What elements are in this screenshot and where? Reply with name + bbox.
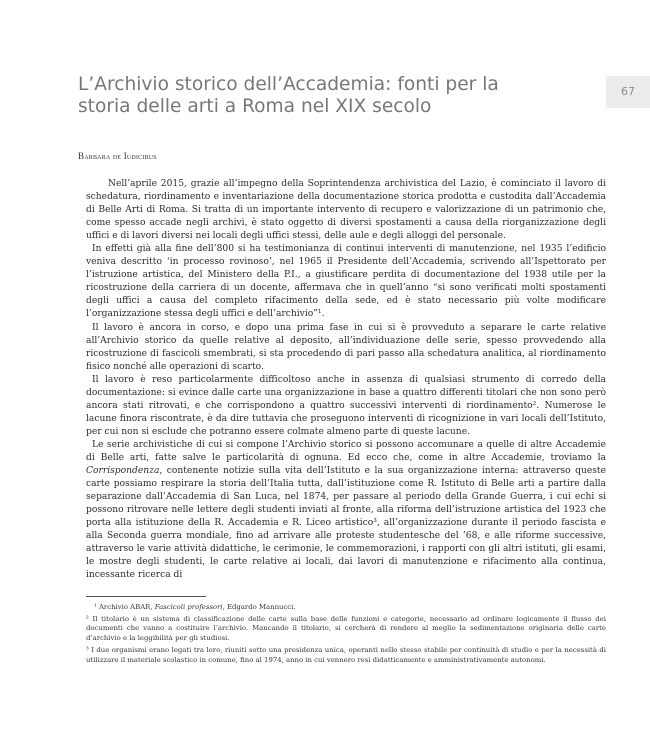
paragraph: Il lavoro è ancora in corso, e dopo una prima fase in cui si è provveduto a separare le carte relative all’Archivio storico da quelle relative al deposito, all’individuazione delle serie, spesso provvedendo alla ricostruzione di fascicoli smembrati, si sta procedendo di pari passo alla schedatura analitica, al riordinamento fisico nonché alle operazioni di scarto. [86,322,606,372]
paragraph [86,439,606,583]
footnote-italic: Fascicoli professori [154,603,223,611]
article-body [86,178,606,582]
article-title [78,74,548,118]
author-name: Barbara de Iudicibus [78,151,157,161]
footnote-2: ² Il titolario è un sistema di classificazione delle carte sulla base delle funzioni e categorie, necessario ad ordinare logicamente il flusso dei documenti che vanno a costituire l’archivio. Mancando il titolario, si cercherà di rendere al meglio la sedimentazione originaria delle carte d’archivio e la leggibilità per gli studiosi. [86,614,606,643]
page-number: 67 [621,85,635,98]
page-number-tab [606,76,650,108]
footnote-3: ³ I due organismi erano legati tra loro, riuniti sotto una presidenza unica, operanti nello stesso stabile per continuità di studio e per la necessità di utilizzare il materiale scolastico in comune, fino al 1974, anno in cui vennero resi didatticamente e amministrativamente autonomi. [86,645,606,664]
article-title-line-1: L’Archivio storico dell’Accademia: fonti per la [78,74,499,95]
article-title-line-2: storia delle arti a Roma nel XIX secolo [78,96,432,117]
paragraph: In effetti già alla fine dell’800 si ha testimonianza di continui interventi di manutenzione, nel 1935 l’edificio veniva descritto ‘in processo rovinoso’, nel 1965 il Presidente dell’Accademia, scrivendo all’Ispettorato per l’istruzione artistica, del Ministero della P.I., a giustificare perdita di documentazione del 1938 utile per la ricostruzione della carriera di un docente, affermava che in quell’anno “si sono verificati molti spostamenti degli uffici a causa del completo rifacimento della sede, ed è stato necessario più volte modificare l’organizzazione stessa degli uffici e dell’archivio”¹. [86,244,606,320]
paragraph-text: , contenente notizie sulla vita dell’Istituto e la sua organizzazione interna: attraverso queste carte possiamo respirare la storia dell’Italia tutta, dall’istituzione come R. Istituto di Belle arti a partire dalla separazione dall’Accademia di San Luca, nel 1874, per passare al periodo della Grande Guerra, i cui echi si possono ritrovare nelle lettere degli studenti inviati al fronte, alla riforma dell’istruzione artistica del 1923 che porta alla istituzione della R. Accademia e R. Liceo artistico³, all’organizzazione durante il periodo fascista e alla Seconda guerra mondiale, fino ad arrivare alle proteste studentesche del ’68, e alle riforme successive, attraverso le varie attività didattiche, le cerimonie, le commemorazioni, i rapporti con gli altri istituti, gli esami, le mostre degli studenti, le carte relative ai locali, dai lavori di manutenzione e rifacimento alla continua, incessante ricerca di [86,466,606,581]
footnotes [86,603,606,667]
paragraph: Nell’aprile 2015, grazie all’impegno della Soprintendenza archivistica del Lazio, è cominciato il lavoro di schedatura, riordinamento e inventariazione della documentazione storica prodotta e custodita dall’Accademia di Belle Arti di Roma. Si tratta di un importante intervento di recupero e valorizzazione di un patrimonio che, come spesso accade negli archivi, è stato oggetto di diversi spostamenti a causa della riorganizzazione degli uffici e di lavori diversi nei locali degli uffici stessi, delle aule e degli alloggi del personale. [86,179,606,242]
series-name-italic: Corrispondenza [86,466,160,477]
paragraph-text: Le serie archivistiche di cui si compone l’Archivio storico si possono accomunare a quelle di altre Accademie di Belle arti, fatte salve le particolarità di ognuna. Ed ecco che, come in altre Accademie, troviamo la [86,439,606,463]
footnote-divider [86,596,206,597]
paragraph: Il lavoro è reso particolarmente difficoltoso anche in assenza di qualsiasi strumento di corredo della documentazione: si evince dalle carte una organizzazione in base a quattro differenti titolari che non sono però ancora stati ritrovati, e che corrispondono a quattro successivi interventi di riordinamento². Numerose le lacune finora riscontrate, è da dire tuttavia che proseguono interventi di ricognizione in vari locali dell’Istituto, per cui non si esclude che potranno essere colmate almeno parte di queste lacune. [86,374,606,437]
footnote-1: ¹ Archivio ABAR, Fascicoli professori, Edgardo Mannucci. [94,603,296,611]
